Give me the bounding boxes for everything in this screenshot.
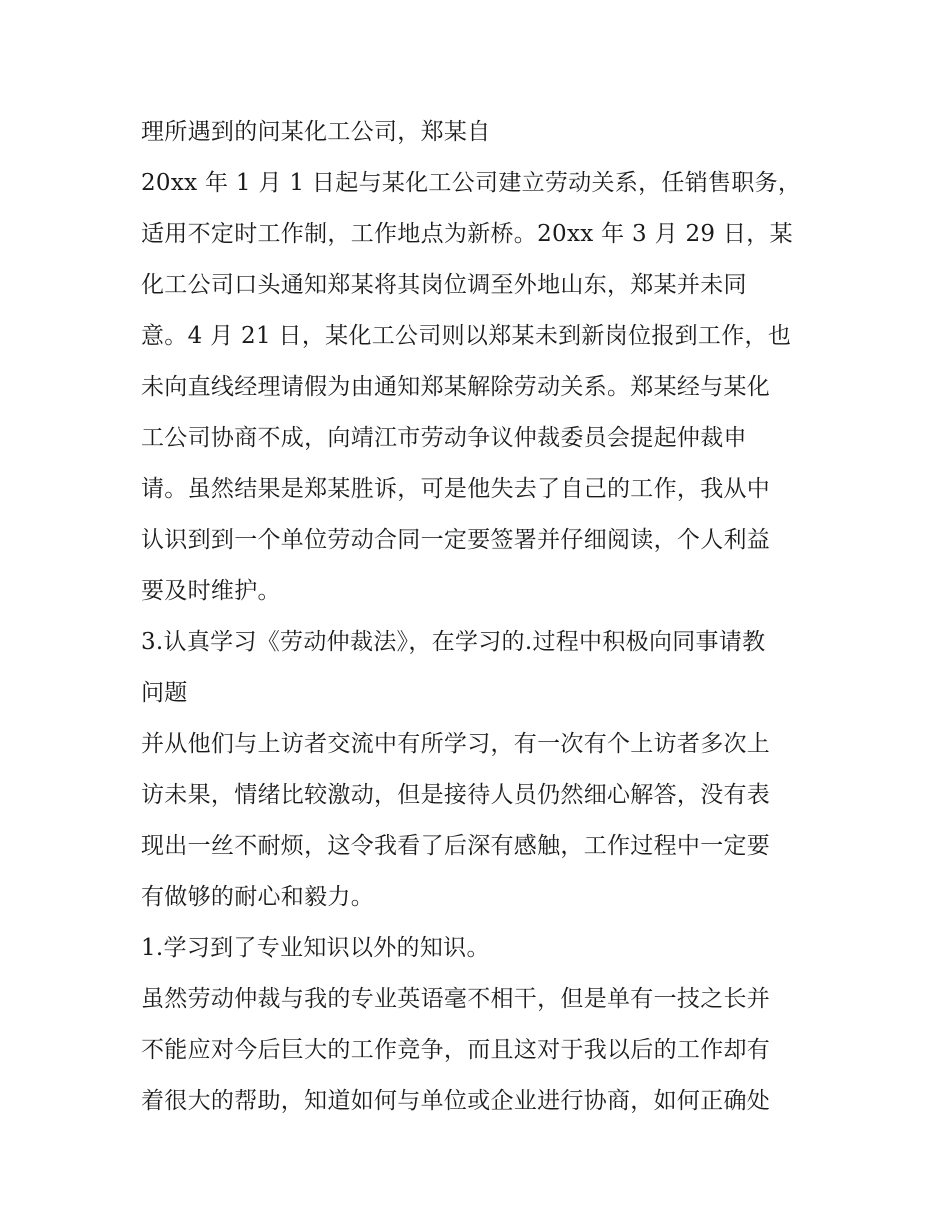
text-line: 问题 (141, 680, 188, 706)
text-line: 理所遇到的问某化工公司，郑某自 (141, 119, 491, 145)
section-heading: 3.认真学习《劳动仲裁法》，在学习的.过程中积极向同事请教 (141, 629, 766, 655)
text-line: 要及时维护。 (141, 578, 281, 604)
text-line: 请。虽然结果是郑某胜诉，可是他失去了自己的工作，我从中 (141, 476, 771, 502)
text-line: 未向直线经理请假为由通知郑某解除劳动关系。郑某经与某化 (141, 374, 771, 400)
text-line: 认识到到一个单位劳动合同一定要签署并仔细阅读，个人利益 (141, 527, 771, 553)
text-line: 工公司协商不成，向靖江市劳动争议仲裁委员会提起仲裁申 (141, 425, 747, 451)
text-line: 着很大的帮助，知道如何与单位或企业进行协商，如何正确处 (141, 1088, 771, 1114)
text-line: 不能应对今后巨大的工作竞争，而且这对于我以后的工作却有 (141, 1037, 771, 1063)
text-line: 化工公司口头通知郑某将其岗位调至外地山东，郑某并未同 (141, 272, 747, 298)
text-line: 20xx 年 1 月 1 日起与某化工公司建立劳动关系，任销售职务， (141, 170, 802, 196)
document-body (141, 107, 821, 1127)
text-line: 适用不定时工作制，工作地点为新桥。20xx 年 3 月 29 日，某 (141, 221, 793, 247)
text-line: 并从他们与上访者交流中有所学习，有一次有个上访者多次上 (141, 731, 771, 757)
section-heading: 1.学习到了专业知识以外的知识。 (141, 935, 490, 961)
text-line: 虽然劳动仲裁与我的专业英语毫不相干，但是单有一技之长并 (141, 986, 771, 1012)
text-line: 访未果，情绪比较激动，但是接待人员仍然细心解答，没有表 (141, 782, 771, 808)
text-line: 意。4 月 21 日，某化工公司则以郑某未到新岗位报到工作，也 (141, 323, 792, 349)
text-line: 现出一丝不耐烦，这令我看了后深有感触，工作过程中一定要 (141, 833, 771, 859)
text-line: 有做够的耐心和毅力。 (141, 884, 374, 910)
